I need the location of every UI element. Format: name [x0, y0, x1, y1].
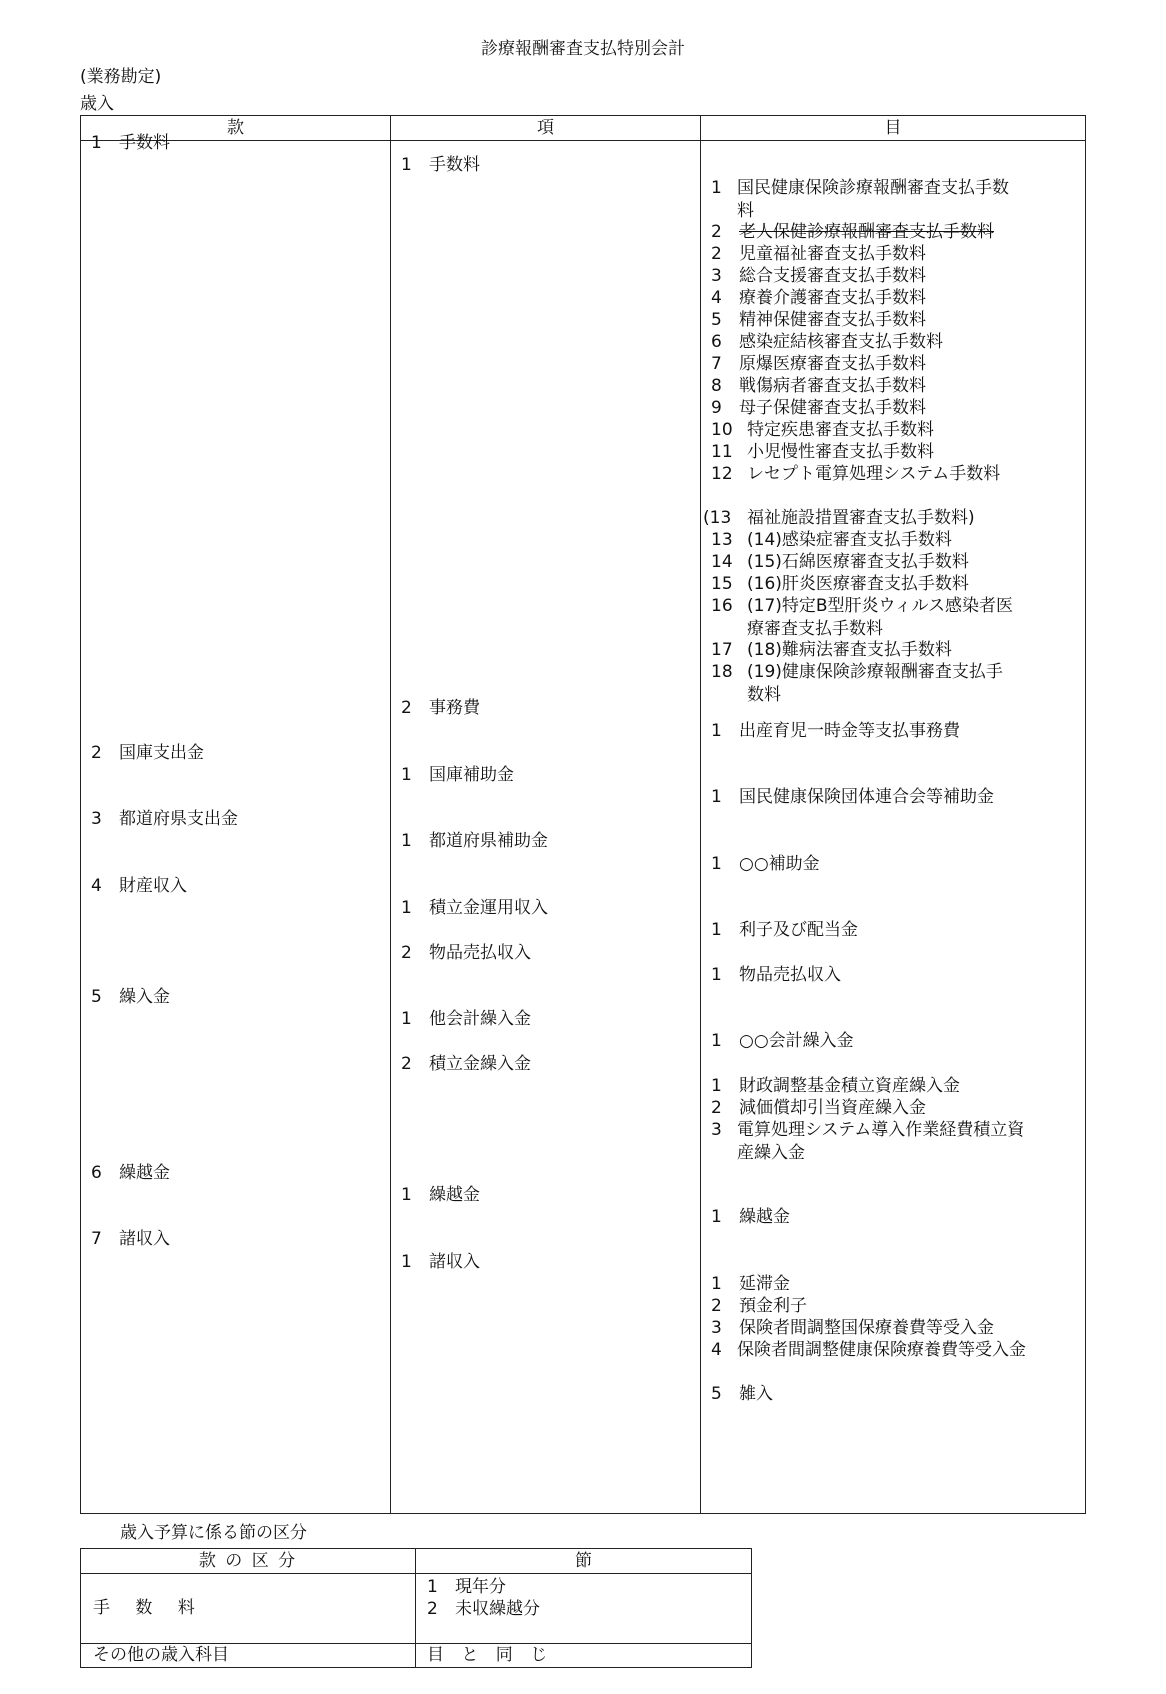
kou-item: 1 他会計繰入金 [401, 1009, 531, 1029]
header-divider [81, 1573, 751, 1574]
header-kan-kubun: 款 の 区 分 [198, 1551, 298, 1571]
header-kou: 項 [537, 118, 554, 138]
setsu-table [80, 1548, 752, 1668]
moku-item: 8 戦傷病者審査支払手数料 [711, 376, 926, 396]
kou-item: 1 都道府県補助金 [401, 831, 548, 851]
column-divider [390, 116, 391, 1513]
setsu-item: 2 未収繰越分 [427, 1599, 540, 1619]
moku-label: 電算処理システム導入作業経費積立資産繰入金 [737, 1120, 1025, 1163]
moku-item: (13 福祉施設措置審査支払手数料) [703, 508, 975, 528]
kou-item: 2 積立金繰入金 [401, 1054, 531, 1074]
moku-no: 4 [711, 1340, 722, 1360]
moku-item: 10 特定疾患審査支払手数料 [711, 420, 934, 440]
moku-item: 14 (15)石綿医療審査支払手数料 [711, 552, 969, 572]
section-label: 歳入 [80, 94, 114, 114]
setsu-item: 1 現年分 [427, 1577, 506, 1597]
moku-item: 4 療養介護審査支払手数料 [711, 288, 926, 308]
header-setsu: 節 [575, 1551, 592, 1571]
page-title: 診療報酬審査支払特別会計 [481, 39, 685, 59]
moku-label: レセプト電算処理システム手数料 [747, 464, 1001, 484]
kan-item: 5 繰入金 [91, 987, 170, 1007]
moku-item: 17 (18)難病法審査支払手数料 [711, 640, 952, 660]
setsu-caption: 歳入予算に係る節の区分 [120, 1523, 307, 1543]
moku-item: 5 精神保健審査支払手数料 [711, 310, 926, 330]
kou-item: 1 国庫補助金 [401, 765, 514, 785]
moku-item-struck: 2 老人保健診療報酬審査支払手数料 [711, 222, 994, 242]
kou-item: 2 物品売払収入 [401, 943, 531, 963]
setsu-row-kan: その他の歳入科目 [93, 1645, 229, 1665]
moku-item: 1 物品売払収入 [711, 965, 841, 985]
moku-item: 1 国民健康保険団体連合会等補助金 [711, 787, 994, 807]
moku-item: 1 延滞金 [711, 1274, 790, 1294]
kan-item: 7 諸収入 [91, 1229, 170, 1249]
moku-item: 2 児童福祉審査支払手数料 [711, 244, 926, 264]
moku-label: 保険者間調整健康保険療養費等受入金 [737, 1340, 1026, 1360]
account-subtitle: (業務勘定) [80, 67, 162, 87]
moku-item: 13 (14)感染症審査支払手数料 [711, 530, 952, 550]
moku-no: 18 [711, 662, 733, 682]
moku-item: 2 減価償却引当資産繰入金 [711, 1098, 926, 1118]
moku-no: 1 [711, 178, 722, 198]
moku-item: 11 小児慢性審査支払手数料 [711, 442, 934, 462]
kan-item: 4 財産収入 [91, 876, 187, 896]
header-kan: 款 [227, 118, 244, 138]
moku-item: 1 繰越金 [711, 1207, 790, 1227]
moku-label: 国民健康保険診療報酬審査支払手数料 [737, 178, 1009, 221]
moku-item: 9 母子保健審査支払手数料 [711, 398, 926, 418]
moku-item: 5 雑入 [711, 1384, 773, 1404]
kan-item: 1 手数料 [91, 133, 170, 153]
kan-item: 3 都道府県支出金 [91, 809, 238, 829]
moku-item: 3 保険者間調整国保療養費等受入金 [711, 1318, 994, 1338]
moku-label: (17)特定B型肝炎ウィルス感染者医療審査支払手数料 [747, 596, 1014, 639]
moku-no: 3 [711, 1120, 722, 1140]
moku-no: 12 [711, 464, 733, 484]
kan-item: 2 国庫支出金 [91, 743, 204, 763]
moku-item: 3 総合支援審査支払手数料 [711, 266, 926, 286]
moku-item: 1 利子及び配当金 [711, 920, 858, 940]
header-moku: 目 [884, 118, 902, 138]
setsu-row-text: 目 と 同 じ [427, 1645, 554, 1665]
kou-item: 1 手数料 [401, 155, 480, 175]
kou-item: 2 事務費 [401, 698, 480, 718]
revenue-table [80, 115, 1086, 1514]
moku-item: 7 原爆医療審査支払手数料 [711, 354, 926, 374]
kou-item: 1 積立金運用収入 [401, 898, 548, 918]
moku-item: 1 ○○会計繰入金 [711, 1031, 854, 1051]
moku-item: 2 預金利子 [711, 1296, 807, 1316]
kou-item: 1 諸収入 [401, 1252, 480, 1272]
kan-item: 6 繰越金 [91, 1163, 170, 1183]
column-divider [700, 116, 701, 1513]
moku-item: 15 (16)肝炎医療審査支払手数料 [711, 574, 969, 594]
moku-item: 1 財政調整基金積立資産繰入金 [711, 1076, 960, 1096]
moku-item: 6 感染症結核審査支払手数料 [711, 332, 943, 352]
moku-item: 1 出産育児一時金等支払事務費 [711, 721, 960, 741]
moku-item: 1 ○○補助金 [711, 854, 820, 874]
moku-no: 16 [711, 596, 733, 616]
setsu-row-kan: 手 数 料 [93, 1598, 205, 1618]
kou-item: 1 繰越金 [401, 1185, 480, 1205]
moku-label: (19)健康保険診療報酬審査支払手数料 [747, 662, 1003, 705]
header-divider [81, 140, 1085, 141]
